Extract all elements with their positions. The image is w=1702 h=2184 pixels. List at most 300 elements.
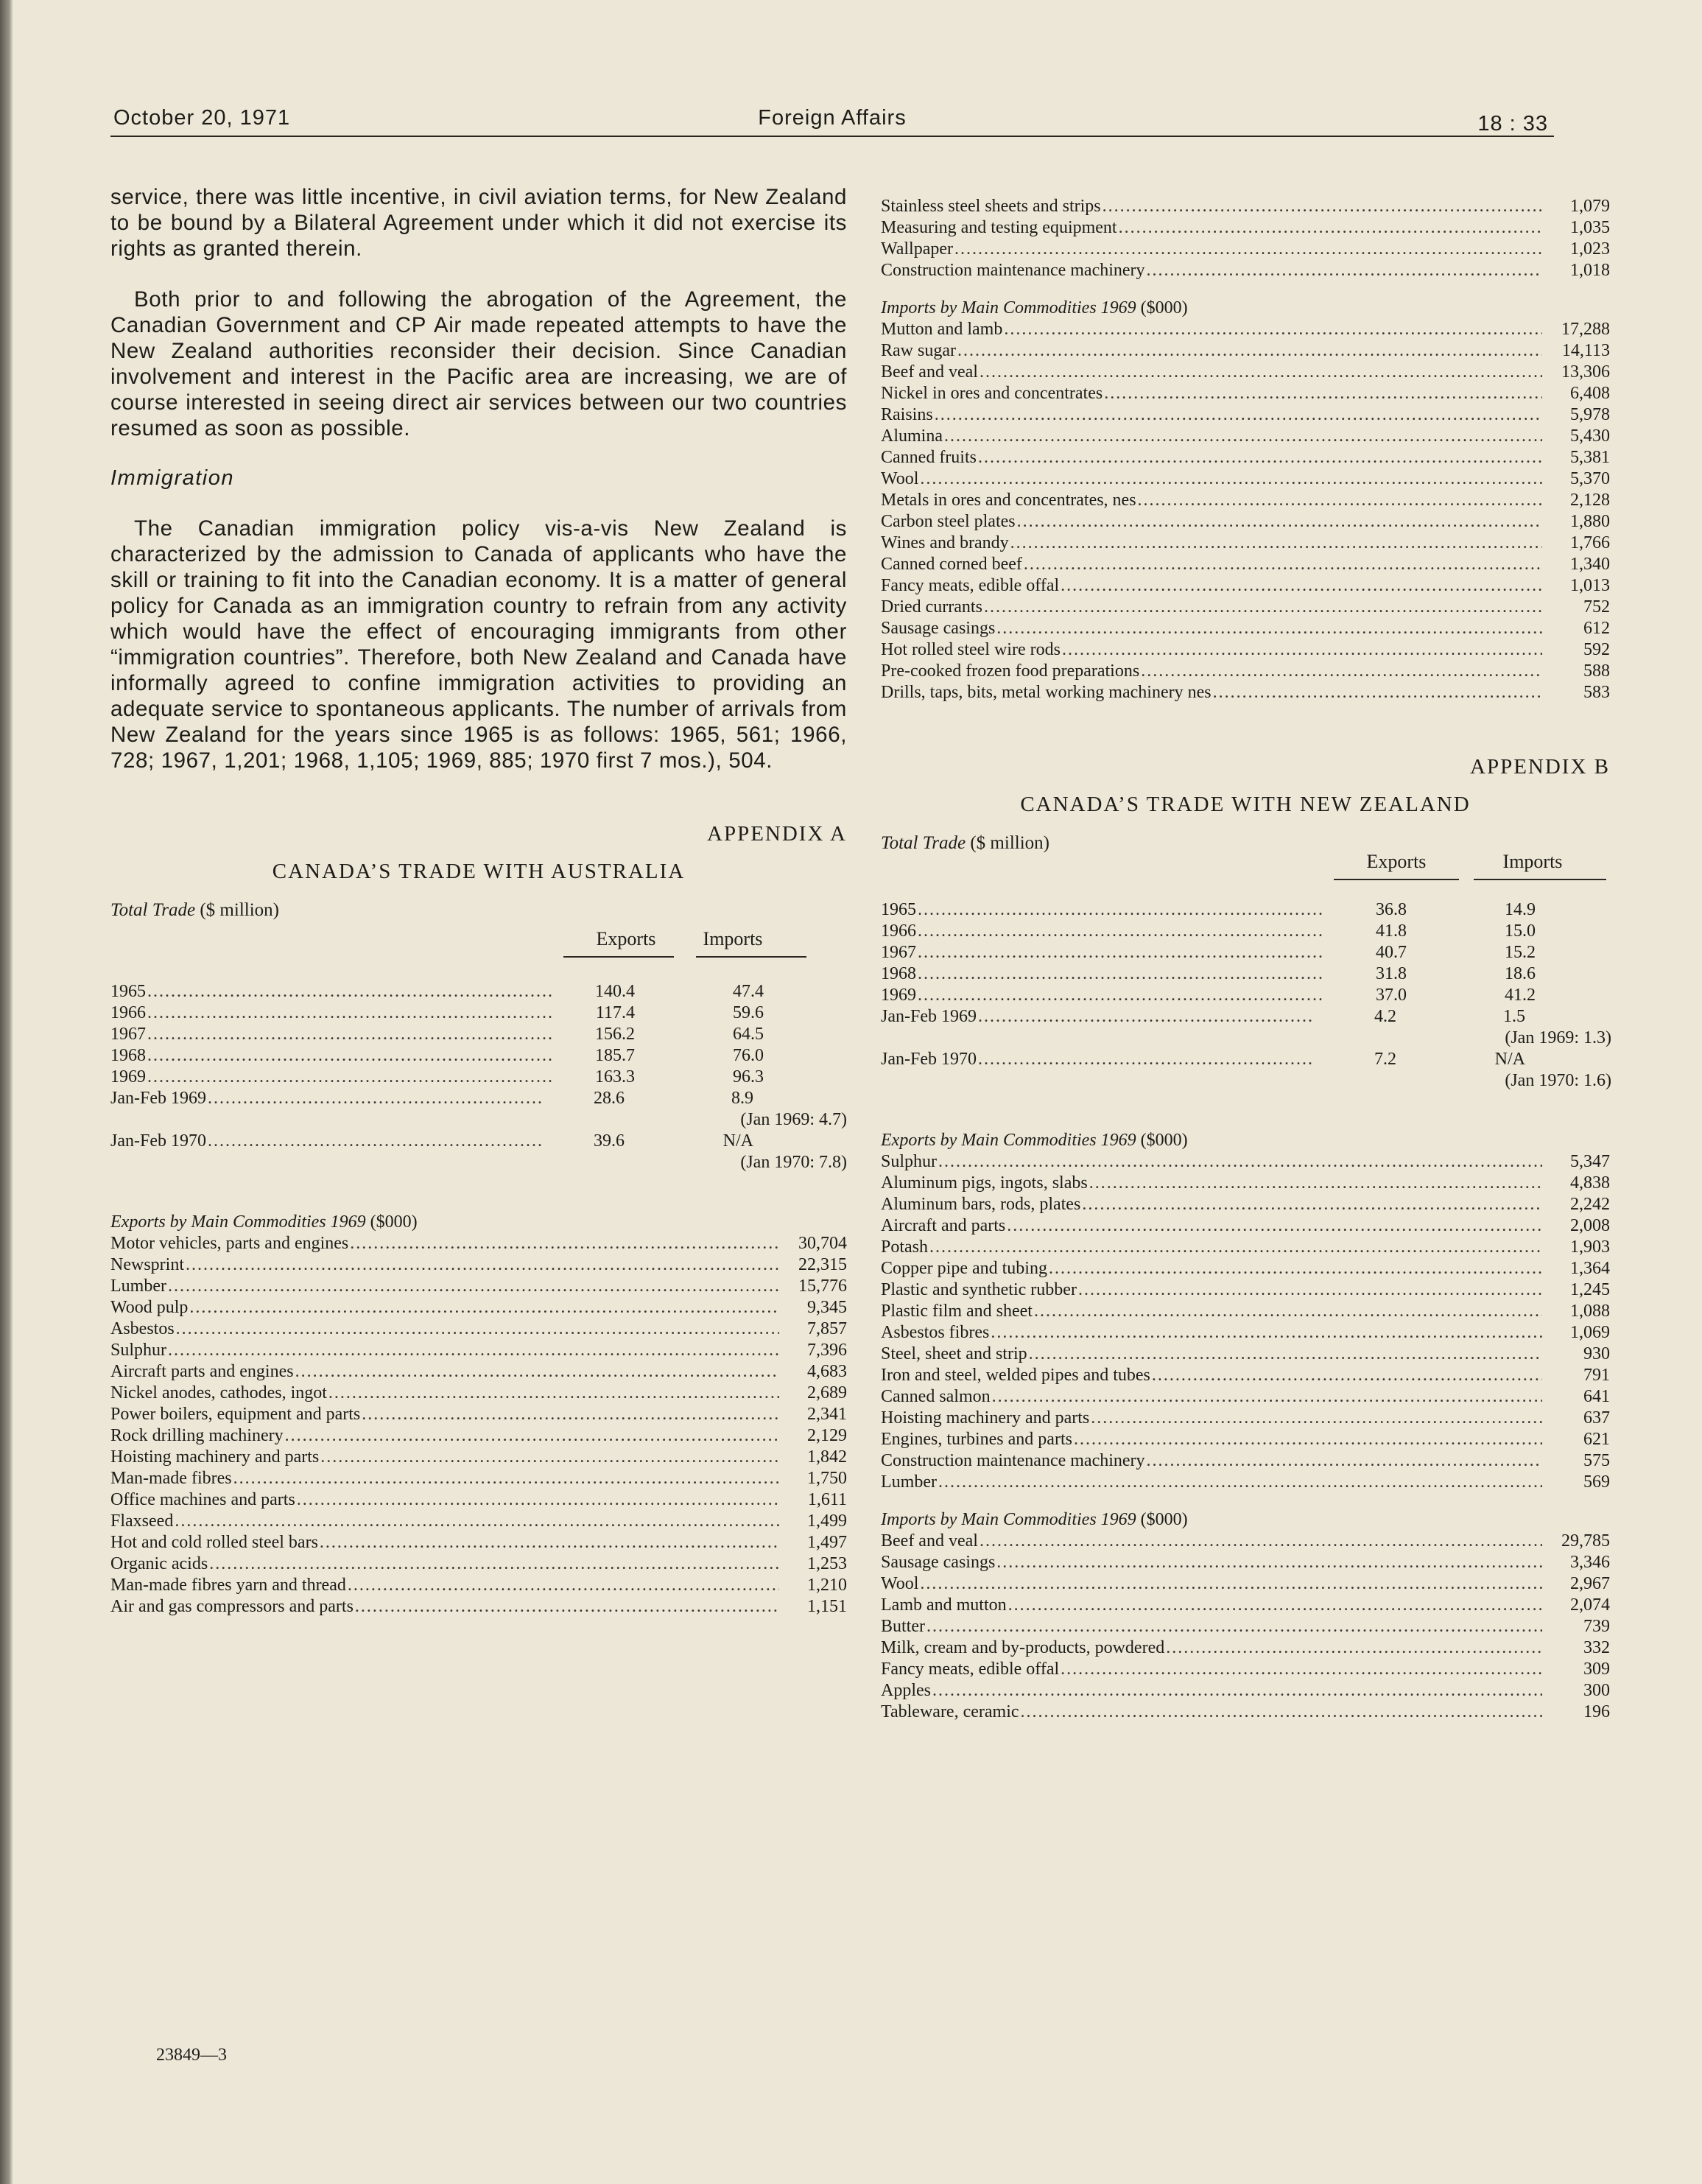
- exports-title-unit: ($000): [370, 1212, 418, 1232]
- imports-value: 15.2: [1505, 943, 1536, 962]
- dot-leader: [1152, 1365, 1542, 1386]
- list-item: [881, 533, 1610, 554]
- note-jan-1970: (Jan 1970: 1.6): [1505, 1071, 1611, 1090]
- dot-leader: [996, 1552, 1542, 1573]
- dot-leader: [978, 1049, 1314, 1070]
- commodity-name: Raisins: [881, 405, 933, 424]
- commodity-value: 575: [1583, 1451, 1610, 1470]
- year-label: 1969: [110, 1067, 146, 1086]
- dot-leader: [355, 1596, 779, 1618]
- commodity-value: 569: [1583, 1472, 1610, 1492]
- table-row: [110, 1045, 847, 1067]
- imports-value: 41.2: [1505, 986, 1536, 1005]
- commodity-name: Wood pulp: [110, 1298, 189, 1317]
- commodity-value: 3,346: [1570, 1553, 1610, 1572]
- dot-leader: [1078, 1279, 1542, 1301]
- list-item: [881, 1194, 1610, 1215]
- commodity-name: Iron and steel, welded pipes and tubes: [881, 1366, 1150, 1385]
- list-item: [881, 1450, 1610, 1472]
- dot-leader: [920, 1573, 1542, 1595]
- commodity-value: 752: [1583, 597, 1610, 617]
- imports-value: 96.3: [733, 1067, 764, 1086]
- paragraph-immigration: The Canadian immigration policy vis-a-vis New Zealand is characterized by the admission to Canada of applicants who have the skill or training to fit into the Canadian economy. It is a matter of general policy for Canada as an immigration country to refrain from any activity which would have the effect of encouraging immigrants from other “immigration countries”. Therefore, both New Zealand and Canada have informally agreed to confine immigration activities to providing an adequate service to spontaneous applicants. The number of arrivals from New Zealand for the years since 1965 is as follows: 1965, 561; 1966, 728; 1967, 1,201; 1968, 1,105; 1969, 885; 1970 first 7 mos.), 504.: [110, 516, 847, 773]
- year-label: 1968: [110, 1046, 146, 1065]
- commodity-name: Potash: [881, 1237, 929, 1257]
- table-row: [881, 1006, 1610, 1028]
- dot-leader: [918, 985, 1324, 1006]
- commodity-name: Beef and veal: [881, 1531, 978, 1551]
- dot-leader: [920, 468, 1542, 490]
- list-item: [881, 383, 1610, 404]
- commodity-name: Man-made fibres: [110, 1469, 232, 1488]
- list-item: [881, 682, 1610, 703]
- year-label: 1965: [110, 982, 146, 1001]
- total-trade-unit: ($ million): [970, 833, 1049, 853]
- exports-value: 39.6: [593, 1131, 625, 1151]
- commodity-value: 588: [1583, 661, 1610, 681]
- commodity-value: 29,785: [1561, 1531, 1610, 1551]
- exports-value: 37.0: [1376, 986, 1407, 1005]
- commodity-value: 1,079: [1570, 197, 1610, 216]
- exports-value: 140.4: [595, 982, 635, 1001]
- year-label: 1969: [881, 986, 916, 1005]
- dot-leader: [176, 1319, 779, 1340]
- year-label: 1968: [881, 964, 916, 983]
- dot-leader: [175, 1511, 779, 1532]
- table-row: [110, 1131, 847, 1152]
- year-label: Jan-Feb 1970: [881, 1050, 977, 1069]
- commodity-name: Sausage casings: [881, 619, 996, 638]
- imports-value: N/A: [722, 1131, 753, 1151]
- list-item: [881, 1215, 1610, 1237]
- appendix-a-label: APPENDIX A: [707, 822, 847, 846]
- list-item: [881, 1552, 1610, 1573]
- list-item: [110, 1575, 847, 1596]
- list-item: [881, 447, 1610, 468]
- commodity-name: Asbestos: [110, 1319, 175, 1338]
- year-label: 1967: [881, 943, 916, 962]
- commodity-name: Butter: [881, 1617, 925, 1636]
- commodity-name: Wool: [881, 1574, 919, 1593]
- commodity-name: Alumina: [881, 426, 943, 446]
- list-item: [881, 260, 1610, 281]
- list-item: [881, 1344, 1610, 1365]
- list-item: [881, 1237, 1610, 1258]
- commodity-value: 621: [1583, 1430, 1610, 1449]
- total-trade-label: Total Trade: [110, 900, 196, 920]
- appendix-a-total-trade-title: [110, 900, 847, 921]
- appendix-b-title: CANADA’S TRADE WITH NEW ZEALAND: [1020, 793, 1471, 816]
- year-label: 1966: [110, 1003, 146, 1022]
- list-item: [881, 1322, 1610, 1344]
- list-item: [881, 490, 1610, 511]
- commodity-name: Metals in ores and concentrates, nes: [881, 491, 1136, 510]
- exports-value: 117.4: [595, 1003, 635, 1022]
- page-binding-edge: [0, 0, 13, 2184]
- list-item: [881, 1531, 1610, 1552]
- dot-leader: [1017, 511, 1542, 533]
- commodity-value: 1,253: [807, 1554, 847, 1573]
- commodity-value: 2,008: [1570, 1216, 1610, 1235]
- imports-value: 1.5: [1502, 1007, 1525, 1026]
- list-item: [110, 1276, 847, 1297]
- right-column: [881, 196, 1610, 1723]
- dot-leader: [1049, 1258, 1542, 1279]
- commodity-name: Motor vehicles, parts and engines: [110, 1234, 349, 1253]
- list-item: [110, 1319, 847, 1340]
- appendix-a-column-headers: [110, 921, 847, 965]
- commodity-name: Pre-cooked frozen food preparations: [881, 661, 1140, 681]
- dot-leader: [1166, 1637, 1542, 1659]
- commodity-name: Construction maintenance machinery: [881, 1451, 1145, 1470]
- exports-value: 28.6: [593, 1089, 625, 1108]
- commodity-value: 1,903: [1570, 1237, 1610, 1257]
- commodity-value: 17,288: [1561, 320, 1610, 339]
- note-jan-1970: (Jan 1970: 7.8): [740, 1153, 847, 1172]
- commodity-value: 5,430: [1570, 426, 1610, 446]
- dot-leader: [954, 239, 1542, 260]
- appendix-a-exports-list: [110, 1233, 847, 1618]
- table-row: [881, 921, 1610, 942]
- table-row: [110, 1003, 847, 1024]
- dot-leader: [1138, 490, 1542, 511]
- immigration-heading: Immigration: [110, 466, 234, 490]
- dot-leader: [918, 899, 1324, 921]
- dot-leader: [938, 1151, 1542, 1173]
- list-item: [110, 1447, 847, 1468]
- dot-leader: [208, 1088, 544, 1109]
- commodity-value: 4,683: [807, 1362, 847, 1381]
- appendix-a-imports-list: [881, 319, 1610, 703]
- dot-leader: [918, 963, 1324, 985]
- commodity-value: 1,750: [807, 1469, 847, 1488]
- year-label: 1967: [110, 1025, 146, 1044]
- commodity-name: Aircraft and parts: [881, 1216, 1006, 1235]
- total-trade-unit: ($ million): [200, 900, 279, 920]
- appendix-a-total-trade-table: [110, 981, 847, 1173]
- imports-value: 64.5: [733, 1025, 764, 1044]
- dot-leader: [1091, 1408, 1542, 1429]
- dot-leader: [189, 1297, 779, 1319]
- commodity-value: 1,842: [807, 1447, 847, 1467]
- list-item: [881, 196, 1610, 217]
- dot-leader: [935, 404, 1542, 426]
- commodity-value: 1,018: [1570, 261, 1610, 280]
- header-date: October 20, 1971: [113, 106, 291, 130]
- dot-leader: [362, 1404, 779, 1425]
- dot-leader: [926, 1616, 1542, 1637]
- exports-value: 156.2: [595, 1025, 635, 1044]
- list-item: [881, 1365, 1610, 1386]
- commodity-value: 1,069: [1570, 1323, 1610, 1342]
- dot-leader: [929, 1237, 1542, 1258]
- dot-leader: [1089, 1173, 1542, 1194]
- list-item: [881, 1279, 1610, 1301]
- commodity-name: Asbestos fibres: [881, 1323, 990, 1342]
- dot-leader: [978, 447, 1542, 468]
- appendix-b-imports-title: [881, 1509, 1610, 1531]
- list-item: [881, 597, 1610, 618]
- commodity-value: 14,113: [1561, 341, 1610, 360]
- appendix-a-exports-title: [110, 1212, 847, 1233]
- commodity-value: 1,766: [1570, 533, 1610, 552]
- dot-leader: [1029, 1344, 1542, 1365]
- dot-leader: [1213, 682, 1542, 703]
- commodity-name: Steel, sheet and strip: [881, 1344, 1027, 1363]
- list-item: [881, 575, 1610, 597]
- commodity-value: 1,088: [1570, 1302, 1610, 1321]
- left-column: [110, 184, 847, 2065]
- list-item: [881, 1408, 1610, 1429]
- dot-leader: [328, 1383, 779, 1404]
- appendix-b-imports-list: [881, 1531, 1610, 1723]
- list-item: [881, 1702, 1610, 1723]
- list-item: [881, 1573, 1610, 1595]
- dot-leader: [1024, 554, 1542, 575]
- dot-leader: [295, 1361, 779, 1383]
- paragraph-abrogation: Both prior to and following the abrogation of the Agreement, the Canadian Government and CP Air made repeated attempts to have the New Zealand authorities reconsider their decision. Since Canadian involvement and interest in the Pacific area are increasing, we are of course interested in seeing direct air services between our two countries resumed as soon as possible.: [110, 287, 847, 440]
- exports-title-text: Exports by Main Commodities 1969: [110, 1212, 366, 1232]
- imports-value: 18.6: [1505, 964, 1536, 983]
- commodity-name: Aluminum bars, rods, plates: [881, 1195, 1081, 1214]
- commodity-value: 739: [1583, 1617, 1610, 1636]
- commodity-value: 1,210: [807, 1576, 847, 1595]
- list-item: [110, 1361, 847, 1383]
- commodity-value: 5,370: [1570, 469, 1610, 488]
- commodity-value: 2,128: [1570, 491, 1610, 510]
- commodity-name: Fancy meats, edible offal: [881, 1660, 1060, 1679]
- year-label: Jan-Feb 1970: [110, 1131, 206, 1151]
- dot-leader: [1103, 196, 1542, 217]
- dot-leader: [984, 597, 1542, 618]
- commodity-name: Drills, taps, bits, metal working machinery nes: [881, 683, 1212, 702]
- imports-title-unit: ($000): [1140, 298, 1188, 317]
- appendix-b-exports-section: [881, 1130, 1610, 1493]
- list-item: [110, 1532, 847, 1553]
- dot-leader: [1034, 1301, 1542, 1322]
- list-item: [110, 1596, 847, 1618]
- list-item: [881, 1616, 1610, 1637]
- list-item: [881, 319, 1610, 340]
- commodity-name: Wines and brandy: [881, 533, 1009, 552]
- commodity-value: 13,306: [1561, 362, 1610, 382]
- imports-value: N/A: [1494, 1050, 1525, 1069]
- commodity-name: Man-made fibres yarn and thread: [110, 1576, 346, 1595]
- dot-leader: [1007, 1215, 1542, 1237]
- table-row: [110, 1067, 847, 1088]
- commodity-value: 612: [1583, 619, 1610, 638]
- dot-leader: [957, 340, 1542, 362]
- commodity-name: Milk, cream and by-products, powdered: [881, 1638, 1165, 1657]
- commodity-value: 791: [1583, 1366, 1610, 1385]
- commodity-value: 22,315: [798, 1255, 847, 1274]
- dot-leader: [209, 1553, 779, 1575]
- table-row: [881, 1049, 1610, 1070]
- dot-leader: [320, 1447, 779, 1468]
- exports-value: 7.2: [1374, 1050, 1396, 1069]
- list-item: [110, 1468, 847, 1489]
- dot-leader: [1008, 1595, 1542, 1616]
- appendix-a-imports-title: [881, 298, 1610, 319]
- list-item: [110, 1233, 847, 1254]
- commodity-value: 1,151: [807, 1597, 847, 1616]
- commodity-name: Plastic and synthetic rubber: [881, 1280, 1077, 1299]
- list-item: [881, 661, 1610, 682]
- commodity-name: Lumber: [881, 1472, 937, 1492]
- year-label: 1966: [881, 921, 916, 941]
- commodity-name: Mutton and lamb: [881, 320, 1003, 339]
- table-row: [881, 942, 1610, 963]
- imports-value: 76.0: [733, 1046, 764, 1065]
- list-item: [881, 1472, 1610, 1493]
- dot-leader: [147, 1067, 554, 1088]
- dot-leader: [348, 1575, 779, 1596]
- commodity-name: Carbon steel plates: [881, 512, 1016, 531]
- commodity-value: 637: [1583, 1408, 1610, 1428]
- page-header: [110, 103, 1554, 137]
- list-item: [881, 1680, 1610, 1702]
- dot-leader: [980, 1531, 1542, 1552]
- list-item: [110, 1254, 847, 1276]
- commodity-value: 15,776: [798, 1277, 847, 1296]
- commodity-name: Copper pipe and tubing: [881, 1259, 1047, 1278]
- commodity-name: Engines, turbines and parts: [881, 1430, 1072, 1449]
- commodity-value: 300: [1583, 1681, 1610, 1700]
- imports-header-rule: [1474, 879, 1606, 880]
- appendix-a-title: CANADA’S TRADE WITH AUSTRALIA: [272, 860, 686, 883]
- commodity-name: Rock drilling machinery: [110, 1426, 284, 1445]
- list-item: [110, 1383, 847, 1404]
- list-item: [110, 1297, 847, 1319]
- note-jan-1969: (Jan 1969: 4.7): [740, 1110, 847, 1129]
- list-item: [881, 1173, 1610, 1194]
- commodity-value: 9,345: [807, 1298, 847, 1317]
- commodity-name: Canned corned beef: [881, 555, 1022, 574]
- commodity-name: Sulphur: [881, 1152, 938, 1171]
- list-item: [881, 1659, 1610, 1680]
- commodity-name: Canned fruits: [881, 448, 977, 467]
- commodity-value: 7,396: [807, 1341, 847, 1360]
- imports-value: 59.6: [733, 1003, 764, 1022]
- list-item: [881, 426, 1610, 447]
- commodity-name: Newsprint: [110, 1255, 184, 1274]
- list-item: [110, 1404, 847, 1425]
- commodity-name: Wallpaper: [881, 239, 954, 259]
- dot-leader: [932, 1680, 1542, 1702]
- list-item: [881, 639, 1610, 661]
- imports-value: 47.4: [733, 982, 764, 1001]
- commodity-value: 1,880: [1570, 512, 1610, 531]
- dot-leader: [1062, 639, 1542, 661]
- commodity-value: 1,497: [807, 1533, 847, 1552]
- commodity-name: Hoisting machinery and parts: [881, 1408, 1090, 1428]
- exports-value: 41.8: [1376, 921, 1407, 941]
- dot-leader: [918, 942, 1324, 963]
- dot-leader: [996, 618, 1542, 639]
- exports-value: 4.2: [1374, 1007, 1396, 1026]
- commodity-value: 2,129: [807, 1426, 847, 1445]
- commodity-name: Aluminum pigs, ingots, slabs: [881, 1173, 1088, 1193]
- list-item: [881, 1595, 1610, 1616]
- commodity-value: 1,013: [1570, 576, 1610, 595]
- commodity-value: 2,341: [807, 1405, 847, 1424]
- table-row: [881, 963, 1610, 985]
- dot-leader: [1074, 1429, 1542, 1450]
- commodity-value: 1,245: [1570, 1280, 1610, 1299]
- commodity-value: 592: [1583, 640, 1610, 659]
- list-item: [881, 1301, 1610, 1322]
- commodity-name: Wool: [881, 469, 919, 488]
- commodity-value: 196: [1583, 1702, 1610, 1721]
- imports-value: 8.9: [731, 1089, 753, 1108]
- note-jan-1969: (Jan 1969: 1.3): [1505, 1028, 1611, 1047]
- appendix-b-exports-list: [881, 1151, 1610, 1493]
- commodity-name: Hoisting machinery and parts: [110, 1447, 320, 1467]
- list-item: [881, 362, 1610, 383]
- dot-leader: [147, 1045, 554, 1067]
- table-row: [110, 1088, 847, 1109]
- commodity-name: Plastic film and sheet: [881, 1302, 1033, 1321]
- commodity-name: Sausage casings: [881, 1553, 996, 1572]
- list-item: [881, 1637, 1610, 1659]
- year-label: Jan-Feb 1969: [110, 1089, 206, 1108]
- exports-header-rule: [1334, 879, 1459, 880]
- exports-value: 40.7: [1376, 943, 1407, 962]
- dot-leader: [208, 1131, 544, 1152]
- list-item: [881, 468, 1610, 490]
- dot-leader: [1147, 260, 1542, 281]
- commodity-name: Raw sugar: [881, 341, 956, 360]
- footer-code: 23849—3: [156, 2046, 227, 2065]
- dot-leader: [1021, 1702, 1542, 1723]
- commodity-value: 2,689: [807, 1383, 847, 1402]
- list-item: [110, 1340, 847, 1361]
- dot-leader: [1061, 575, 1542, 597]
- commodity-name: Lumber: [110, 1277, 166, 1296]
- list-item: [881, 511, 1610, 533]
- exports-title-unit: ($000): [1140, 1131, 1188, 1150]
- list-item: [881, 618, 1610, 639]
- imports-title-text: Imports by Main Commodities 1969: [881, 1510, 1136, 1529]
- commodity-value: 5,347: [1570, 1152, 1610, 1171]
- table-row: [881, 899, 1610, 921]
- dot-leader: [1010, 533, 1542, 554]
- total-trade-label: Total Trade: [881, 833, 966, 853]
- dot-leader: [1104, 383, 1542, 404]
- appendix-b-section: [881, 755, 1610, 1723]
- list-item: [881, 1151, 1610, 1173]
- dot-leader: [168, 1340, 779, 1361]
- commodity-name: Measuring and testing equipment: [881, 218, 1117, 237]
- list-item: [881, 554, 1610, 575]
- commodity-value: 7,857: [807, 1319, 847, 1338]
- exports-value: 163.3: [595, 1067, 635, 1086]
- commodity-name: Air and gas compressors and parts: [110, 1597, 354, 1616]
- list-item: [881, 217, 1610, 239]
- dot-leader: [186, 1254, 779, 1276]
- dot-leader: [938, 1472, 1542, 1493]
- commodity-name: Nickel in ores and concentrates: [881, 384, 1103, 403]
- table-row: [881, 985, 1610, 1006]
- commodity-name: Apples: [881, 1681, 931, 1700]
- commodity-value: 2,074: [1570, 1595, 1610, 1615]
- list-item: [110, 1511, 847, 1532]
- exports-value: 185.7: [595, 1046, 635, 1065]
- commodity-value: 1,611: [807, 1490, 847, 1509]
- dot-leader: [168, 1276, 779, 1297]
- list-item: [881, 340, 1610, 362]
- commodity-name: Office machines and parts: [110, 1490, 295, 1509]
